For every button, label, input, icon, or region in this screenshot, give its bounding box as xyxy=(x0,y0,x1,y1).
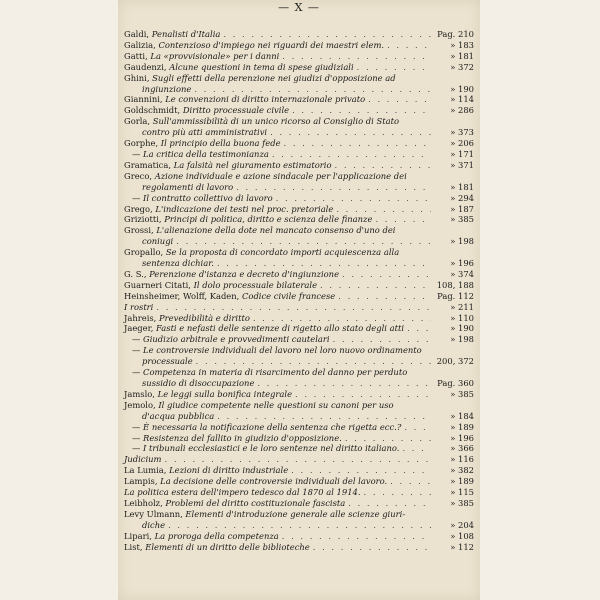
dot-leader xyxy=(348,498,431,509)
page-reference: » 115 xyxy=(450,487,474,498)
dot-leader xyxy=(387,40,431,51)
entry-text xyxy=(132,422,401,433)
index-entry xyxy=(124,62,474,73)
dot-leader xyxy=(375,214,431,225)
entry-author: Gaudenzi, xyxy=(124,61,167,72)
index-entry xyxy=(124,236,474,247)
page-reference: » 189 xyxy=(450,421,474,432)
dot-leader xyxy=(313,542,431,553)
dot-leader xyxy=(282,531,431,542)
entry-text xyxy=(124,29,220,40)
entry-title: Lezioni di diritto industriale xyxy=(166,465,289,476)
entry-title: regolamenti di lavoro xyxy=(142,181,234,192)
page-reference: » 385 xyxy=(450,497,474,508)
entry-text xyxy=(142,356,193,367)
entry-text xyxy=(124,62,354,73)
dot-leader xyxy=(276,193,431,204)
entry-author: — xyxy=(132,443,141,454)
entry-text xyxy=(132,443,399,454)
dot-leader xyxy=(368,94,431,105)
dot-leader xyxy=(333,334,431,345)
dot-leader xyxy=(291,465,431,476)
index-entry xyxy=(124,127,474,138)
page-reference: 200, 372 xyxy=(436,356,474,367)
dot-leader xyxy=(345,433,431,444)
index-entry xyxy=(124,29,474,40)
index-entry xyxy=(124,171,474,182)
entry-text xyxy=(124,389,292,400)
index-entry xyxy=(124,269,474,280)
entry-author: La Lumia, xyxy=(124,465,167,476)
entry-text xyxy=(124,454,162,465)
entry-text xyxy=(124,487,361,498)
index-entry xyxy=(124,105,474,116)
page-reference: » 187 xyxy=(450,203,474,214)
dot-leader xyxy=(217,258,431,269)
entry-author: Jahreis, xyxy=(124,312,157,323)
entry-text xyxy=(124,313,250,324)
index-entry xyxy=(124,443,474,454)
dot-leader xyxy=(364,487,431,498)
page-reference: » 171 xyxy=(450,148,474,159)
page-reference: » 110 xyxy=(450,312,474,323)
entry-text xyxy=(124,531,279,542)
entry-text xyxy=(124,400,394,411)
page-reference: » 190 xyxy=(450,83,474,94)
dot-leader xyxy=(390,476,431,487)
entry-title: Prevedibilità e diritto xyxy=(156,312,250,323)
page-reference: » 189 xyxy=(450,476,474,487)
page-reference: » 372 xyxy=(450,61,474,72)
index-entry xyxy=(124,400,474,411)
entry-author: Gatti, xyxy=(124,50,148,61)
entry-title: Resistenza del fallito in giudizio d'opposizione. xyxy=(140,432,342,443)
index-entry xyxy=(124,542,474,553)
page-reference: » 385 xyxy=(450,214,474,225)
entry-title: Le convenzioni di diritto internazionale privato xyxy=(162,94,366,105)
index-entry xyxy=(124,138,474,149)
entry-text xyxy=(124,51,279,62)
index-entry xyxy=(124,182,474,193)
dot-leader xyxy=(284,138,431,149)
entry-title: Competenza in materia di risarcimento del danno per perduto xyxy=(140,367,408,378)
entry-title: ingiunzione xyxy=(142,83,192,94)
entry-text xyxy=(124,291,335,302)
page-reference: » 385 xyxy=(450,388,474,399)
entry-title: Contenzioso d'impiego nei riguardi dei maestri elem. xyxy=(155,39,385,50)
dot-leader xyxy=(165,454,432,465)
dot-leader xyxy=(407,323,431,334)
entry-title: Le controversie individuali del lavoro nel loro nuovo ordinamento xyxy=(140,345,422,356)
entry-title: L'indicazione dei testi nel proc. pretoriale xyxy=(152,203,334,214)
page-reference: » 366 xyxy=(450,443,474,454)
entry-title: Il giudice competente nelle questioni su canoni per uso xyxy=(155,399,394,410)
page-reference: Pag. 360 xyxy=(437,378,474,388)
entry-author: Grego, xyxy=(124,203,153,214)
entry-title: Fasti e nefasti delle sentenze di rigetto allo stato degli atti xyxy=(153,323,405,334)
entry-text xyxy=(142,520,165,531)
dot-leader xyxy=(320,280,431,291)
entry-author: Levy Ulmann, xyxy=(124,508,183,519)
dot-leader xyxy=(292,105,431,116)
entry-author: Goldschmidt, xyxy=(124,105,181,116)
entry-title: L'alienazione della dote nel mancato consenso d'uno dei xyxy=(153,225,396,236)
index-entry xyxy=(124,84,474,95)
index-entry xyxy=(124,94,474,105)
dot-leader xyxy=(168,520,431,531)
entry-text xyxy=(142,127,267,138)
entry-title: Diritto processuale civile xyxy=(180,105,290,116)
entry-text xyxy=(132,345,422,356)
page-reference: » 294 xyxy=(450,192,474,203)
entry-author: Jemolo, xyxy=(124,399,156,410)
page-reference: » 116 xyxy=(450,454,474,465)
entry-text xyxy=(132,149,269,160)
page-reference: » 371 xyxy=(450,159,474,170)
entry-text xyxy=(124,204,333,215)
dot-leader xyxy=(342,269,431,280)
entry-text xyxy=(142,84,191,95)
page-reference: » 196 xyxy=(450,432,474,443)
entry-title: sentenza dichiar. xyxy=(142,258,214,269)
index-entry xyxy=(124,149,474,160)
entry-title: processuale xyxy=(142,356,193,367)
page-reference: » 181 xyxy=(450,50,474,61)
index-entry xyxy=(124,160,474,171)
entry-title: Problemi del diritto costituzionale fascista xyxy=(162,497,346,508)
dot-leader xyxy=(236,182,431,193)
entry-text xyxy=(124,280,317,291)
dot-leader xyxy=(402,443,431,454)
index-entries xyxy=(124,29,474,553)
index-entry xyxy=(124,509,474,520)
entry-text xyxy=(124,509,405,520)
index-entry xyxy=(124,280,474,291)
entry-title: Elementi di un diritto delle biblioteche xyxy=(142,541,310,552)
entry-author: — xyxy=(132,148,141,159)
entry-title: diche xyxy=(142,519,166,530)
entry-text xyxy=(124,302,153,313)
dot-leader xyxy=(156,302,431,313)
entry-text xyxy=(142,411,214,422)
index-entry xyxy=(124,73,474,84)
page-reference: » 198 xyxy=(450,334,474,345)
page-reference: » 184 xyxy=(450,410,474,421)
entry-author: Lampis, xyxy=(124,476,158,487)
page-reference: » 198 xyxy=(450,236,474,247)
entry-title: sussidio di disoccupazione xyxy=(142,378,255,388)
entry-text xyxy=(124,269,339,280)
dot-leader xyxy=(272,149,431,160)
entry-title: Sull'ammissibilità di un unico ricorso al Consiglio di Stato xyxy=(150,116,399,127)
page-reference: » 108 xyxy=(450,530,474,541)
entry-title: coniugi xyxy=(142,236,174,247)
index-entry xyxy=(124,204,474,215)
dot-leader xyxy=(357,62,431,73)
entry-title: Judicium xyxy=(124,454,162,465)
index-entry xyxy=(124,498,474,509)
dot-leader xyxy=(176,236,431,247)
entry-text xyxy=(124,465,288,476)
dot-leader xyxy=(338,291,431,302)
dot-leader xyxy=(223,29,431,40)
entry-title: La critica della testimonianza xyxy=(140,148,269,159)
entry-author: — xyxy=(132,421,141,432)
entry-author: — xyxy=(132,192,141,203)
page-reference: » 382 xyxy=(450,465,474,476)
index-entry xyxy=(124,116,474,127)
dot-leader xyxy=(404,422,431,433)
page-reference: » 204 xyxy=(450,519,474,530)
entry-author: Gramatica, xyxy=(124,159,172,170)
index-entry xyxy=(124,40,474,51)
page-reference: » 373 xyxy=(450,127,474,138)
entry-author: Leibholz, xyxy=(124,497,163,508)
index-entry xyxy=(124,345,474,356)
entry-text xyxy=(142,182,233,193)
index-entry xyxy=(124,291,474,302)
entry-text xyxy=(124,247,399,258)
entry-title: Il principio della buona fede xyxy=(158,138,281,149)
entry-text xyxy=(124,138,281,149)
entry-title: contro più atti amministrativi xyxy=(142,127,268,138)
entry-text xyxy=(124,214,372,225)
entry-author: Lipari, xyxy=(124,530,152,541)
index-entry xyxy=(124,476,474,487)
index-entry xyxy=(124,487,474,498)
dot-leader xyxy=(335,160,431,171)
entry-author: Greco, xyxy=(124,170,153,181)
index-entry xyxy=(124,51,474,62)
page-reference: » 190 xyxy=(450,323,474,334)
entry-author: — xyxy=(132,432,141,443)
dot-leader xyxy=(257,378,431,389)
entry-text xyxy=(124,73,396,84)
entry-title: Azione individuale e azione sindacale per l'applicazione dei xyxy=(152,170,407,181)
book-page xyxy=(118,0,480,600)
dot-leader xyxy=(336,204,431,215)
index-entry xyxy=(124,531,474,542)
index-entry xyxy=(124,334,474,345)
entry-title: La politica estera dell'impero tedesco dal 1870 al 1914. xyxy=(124,487,361,498)
entry-title: Principi di politica, diritto e scienza delle finanze xyxy=(161,214,373,225)
entry-author: Griziotti, xyxy=(124,214,162,225)
entry-title: È necessaria la notificazione della sentenza che rigetta ecc.? xyxy=(140,421,402,432)
entry-text xyxy=(124,105,289,116)
page-reference: » 286 xyxy=(450,105,474,116)
entry-text xyxy=(132,433,342,444)
dot-leader xyxy=(217,411,431,422)
index-entry xyxy=(124,258,474,269)
dot-leader xyxy=(253,313,431,324)
entry-title: Se la proposta di concordato importi acquiescenza alla xyxy=(163,247,400,258)
index-entry xyxy=(124,193,474,204)
index-entry xyxy=(124,214,474,225)
page-reference: » 196 xyxy=(450,258,474,269)
entry-text xyxy=(132,193,273,204)
index-entry xyxy=(124,247,474,258)
entry-author: Grossi, xyxy=(124,225,154,236)
entry-title: Penalisti d'Italia xyxy=(149,29,221,39)
index-entry xyxy=(124,367,474,378)
entry-text xyxy=(132,334,330,345)
entry-title: La falsità nel giuramento estimatorio xyxy=(171,159,332,170)
entry-author: Jaeger, xyxy=(124,323,154,334)
index-entry xyxy=(124,454,474,465)
entry-title: Elementi d'introduzione generale alle scienze giuri- xyxy=(182,508,406,519)
page-reference: » 206 xyxy=(450,138,474,149)
entry-author: Gorphe, xyxy=(124,138,159,149)
page-reference: Pag. 210 xyxy=(437,29,474,39)
index-entry xyxy=(124,520,474,531)
entry-author: Gorla, xyxy=(124,116,151,127)
entry-author: — xyxy=(132,367,141,378)
page-reference: » 374 xyxy=(450,268,474,279)
entry-text xyxy=(124,160,332,171)
index-entry xyxy=(124,313,474,324)
entry-title: Giudizio arbitrale e provvedimenti cautelari xyxy=(140,334,330,345)
entry-text xyxy=(142,258,214,269)
index-entry xyxy=(124,389,474,400)
entry-title: Il dolo processuale bilaterale xyxy=(190,279,318,290)
entry-text xyxy=(142,236,173,247)
entry-author: Ghini, xyxy=(124,72,150,83)
dot-leader xyxy=(282,51,431,62)
page-reference: Pag. 112 xyxy=(437,290,474,301)
page-reference: 108, 188 xyxy=(436,279,474,290)
entry-author: — xyxy=(132,334,141,345)
entry-author: G. S., xyxy=(124,268,147,279)
entry-author: Guarneri Citati, xyxy=(124,279,191,290)
page-number-header: — X — xyxy=(278,1,320,14)
entry-text xyxy=(124,225,395,236)
index-entry xyxy=(124,433,474,444)
entry-author: Giannini, xyxy=(124,94,163,105)
index-entry xyxy=(124,465,474,476)
entry-title: I rostri xyxy=(124,301,154,312)
entry-text xyxy=(124,40,384,51)
entry-author: Gropallo, xyxy=(124,247,164,258)
dot-leader xyxy=(194,84,431,95)
entry-text xyxy=(124,323,404,334)
page-reference: » 183 xyxy=(450,39,474,50)
entry-author: Galizia, xyxy=(124,39,156,50)
dot-leader xyxy=(295,389,431,400)
entry-text xyxy=(142,378,254,389)
entry-title: La proroga della competenza xyxy=(151,530,279,541)
index-entry xyxy=(124,323,474,334)
index-entry xyxy=(124,422,474,433)
page-reference: » 211 xyxy=(450,301,474,312)
entry-text xyxy=(124,498,345,509)
entry-text xyxy=(124,171,407,182)
page-reference: » 112 xyxy=(450,541,474,552)
entry-author: Jamslo, xyxy=(124,388,155,399)
entry-title: Codice civile francese xyxy=(239,290,336,301)
page-reference: » 181 xyxy=(450,181,474,192)
entry-text xyxy=(124,94,365,105)
page-reference: » 114 xyxy=(450,94,474,105)
entry-text xyxy=(124,542,310,553)
entry-author: Heinsheimer, Wolff, Kaden, xyxy=(124,290,240,301)
entry-title: La «provvisionale» per i danni xyxy=(147,50,280,61)
entry-title: Alcune questioni in tema di spese giudiziali xyxy=(166,61,354,72)
entry-author: Galdi, xyxy=(124,29,150,39)
entry-title: Le leggi sulla bonifica integrale xyxy=(154,388,293,399)
index-entry xyxy=(124,356,474,367)
entry-title: I tribunali ecclesiastici e le loro sentenze nel diritto italiano. xyxy=(140,443,400,454)
entry-text xyxy=(124,116,399,127)
entry-title: d'acqua pubblica xyxy=(142,410,215,421)
entry-title: Perenzione d'istanza e decreto d'ingiunzione xyxy=(146,268,340,279)
index-entry xyxy=(124,225,474,236)
index-entry xyxy=(124,302,474,313)
entry-title: La decisione delle controversie individuali del lavoro. xyxy=(157,476,388,487)
entry-author: List, xyxy=(124,541,143,552)
entry-text xyxy=(132,367,407,378)
entry-title: Sugli effetti della perenzione nei giudizi d'opposizione ad xyxy=(149,72,396,83)
index-entry xyxy=(124,378,474,389)
index-entry xyxy=(124,411,474,422)
dot-leader xyxy=(196,356,431,367)
entry-title: Il contratto collettivo di lavoro xyxy=(140,192,273,203)
dot-leader xyxy=(270,127,431,138)
entry-author: — xyxy=(132,345,141,356)
entry-text xyxy=(124,476,387,487)
